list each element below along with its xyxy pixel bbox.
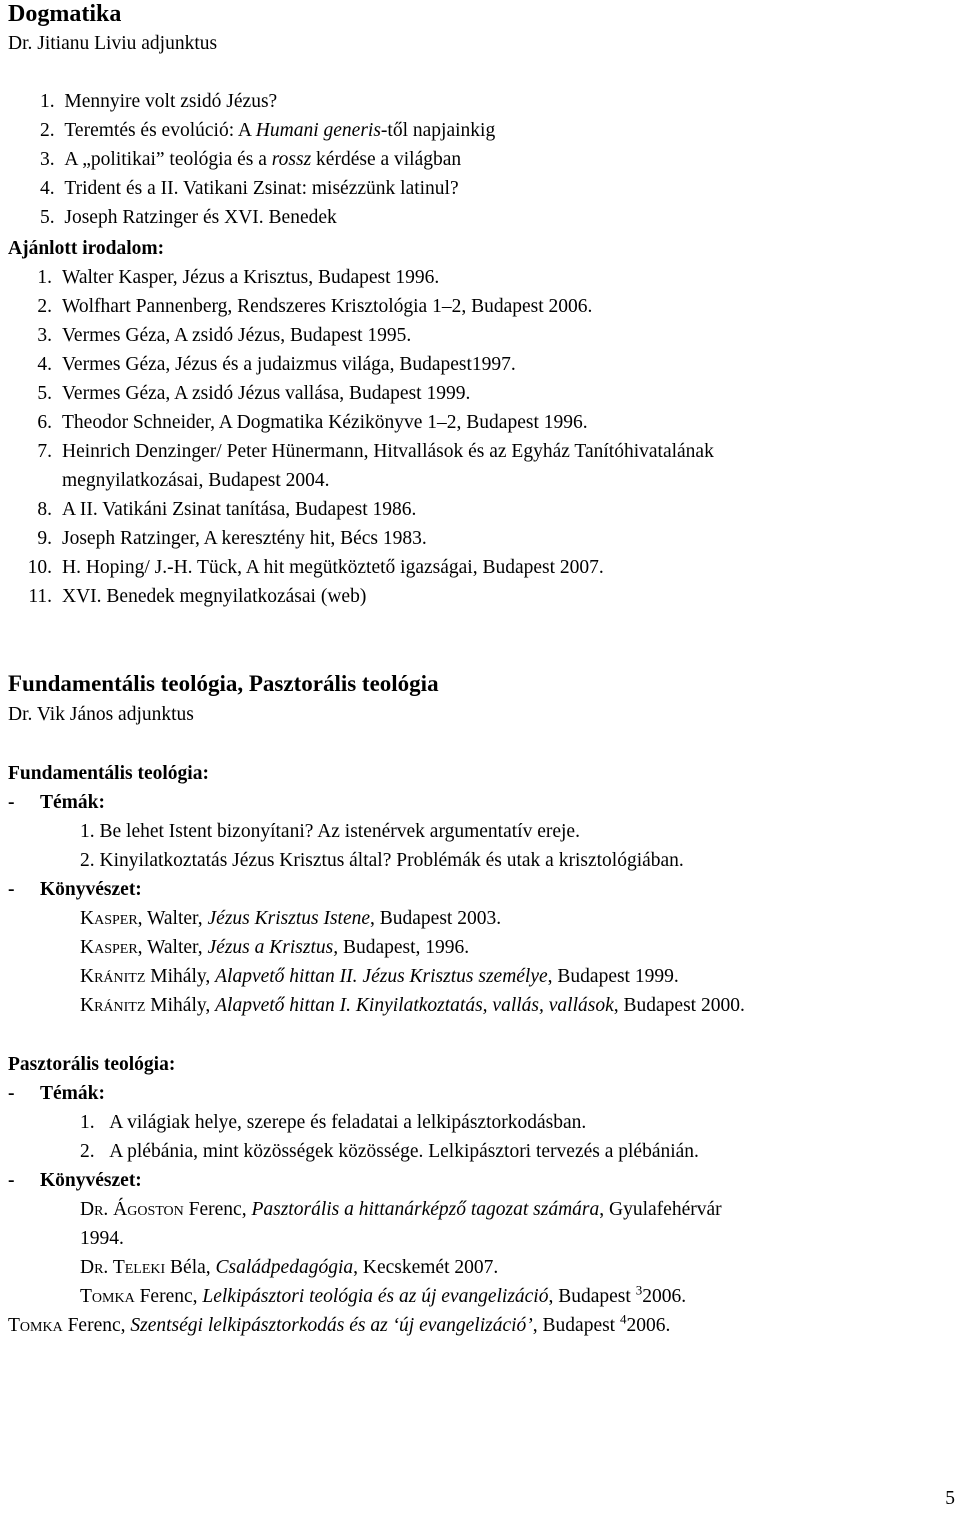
book-rest: , Walter, (137, 937, 208, 958)
fund-book-list (8, 904, 953, 1020)
reading-number: 11. (28, 586, 52, 607)
topic-number: 1. (40, 91, 55, 112)
topic-text-part: Trident és a II. Vatikani Zsinat: misézzünk latinul? (64, 178, 459, 199)
reading-number: 1. (37, 267, 52, 288)
book-title: Jézus a Krisztus, (207, 937, 339, 958)
book-rest: , Walter, (137, 908, 208, 929)
reading-item (8, 292, 953, 321)
topic-item (8, 145, 953, 174)
reading-text: Joseph Ratzinger, A keresztény hit, Bécs 1983. (62, 528, 427, 549)
fund-konyveszet-label: - Könyvészet: (8, 879, 142, 900)
section-title-fundamentalis: Fundamentális teológia, Pasztorális teológia (8, 671, 439, 696)
topic-text-part: kérdése a világban (311, 149, 462, 170)
reading-number: 8. (37, 499, 52, 520)
reading-text: Wolfhart Pannenberg, Rendszeres Krisztológia 1–2, Budapest 2006. (62, 296, 593, 317)
reading-item (8, 582, 953, 611)
past-konyveszet-label: - Könyvészet: (8, 1170, 142, 1191)
book-author: Kasper (80, 937, 138, 958)
past-book-1: Dr. Ágoston Ferenc, Pasztorális a hittanárképző tagozat számára, Gyulafehérvár (80, 1199, 722, 1220)
past-topic-item (8, 1108, 953, 1137)
reading-item (8, 524, 953, 553)
book-author: Kránitz (80, 995, 146, 1016)
past-topic-list (8, 1108, 953, 1166)
past-book-list (8, 1195, 953, 1340)
topic-number: 4. (40, 178, 55, 199)
reading-number: 2. (37, 296, 52, 317)
reading-number: 4. (37, 354, 52, 375)
past-topic-number: 1. (80, 1112, 95, 1133)
reading-item (8, 379, 953, 408)
fund-book-item (8, 991, 953, 1020)
reading-text: XVI. Benedek megnyilatkozásai (web) (62, 586, 367, 607)
topic-text-part: Joseph Ratzinger és XVI. Benedek (64, 207, 337, 228)
past-topic-text: A plébánia, mint közösségek közössége. Lelkipásztori tervezés a plébánián. (109, 1141, 699, 1162)
past-topic-item (8, 1137, 953, 1166)
topic-list (8, 87, 953, 232)
topic-number: 2. (40, 120, 55, 141)
reading-item-cont: megnyilatkozásai, Budapest 2004. (62, 470, 330, 491)
lecturer-dogmatika: Dr. Jitianu Liviu adjunktus (8, 33, 218, 54)
topic-text-part: Teremtés és evolúció: A (64, 120, 256, 141)
fund-topic-item: 2. Kinyilatkoztatás Jézus Krisztus által? Problémák és utak a krisztológiában. (80, 850, 684, 871)
book-rest: Mihály, (145, 995, 216, 1016)
reading-number: 5. (37, 383, 52, 404)
topic-item (8, 203, 953, 232)
past-topic-number: 2. (80, 1141, 95, 1162)
book-title: Alapvető hittan II. Jézus Krisztus személye (215, 966, 548, 987)
past-book-1-cont: 1994. (80, 1228, 124, 1249)
past-book-2: Dr. Teleki Béla, Családpedagógia, Kecskemét 2007. (80, 1257, 499, 1278)
reading-item (8, 437, 953, 466)
reading-item (8, 495, 953, 524)
book-rest: Mihály, (145, 966, 216, 987)
reading-item (8, 321, 953, 350)
document-page (8, 0, 953, 1340)
reading-item (8, 350, 953, 379)
reading-text: H. Hoping/ J.-H. Tück, A hit megütköztető igazságai, Budapest 2007. (62, 557, 604, 578)
topic-text-part: Humani generis (255, 120, 381, 141)
past-heading: Pasztorális teológia: (8, 1054, 176, 1075)
topic-text-part: A „politikai” teológia és a (64, 149, 272, 170)
book-author: Kasper (80, 908, 138, 929)
reading-text: Vermes Géza, Jézus és a judaizmus világa, Budapest1997. (62, 354, 516, 375)
book-tail: Budapest, 1996. (338, 937, 470, 958)
page-number: 5 (945, 1488, 955, 1509)
past-temak-label: - Témák: (8, 1083, 105, 1104)
fund-topic-list (8, 817, 953, 875)
past-book-3: Tomka Ferenc, Lelkipásztori teológia és az új evangelizáció, Budapest $^3$2006. (80, 1282, 687, 1307)
reading-number: 10. (27, 557, 52, 578)
reading-text: Walter Kasper, Jézus a Krisztus, Budapest 1996. (62, 267, 440, 288)
reading-item (8, 408, 953, 437)
book-tail: , Budapest 1999. (547, 966, 679, 987)
book-tail: , Budapest 2000. (613, 995, 745, 1016)
reading-text: A II. Vatikáni Zsinat tanítása, Budapest 1986. (62, 499, 417, 520)
past-book-4: Tomka Ferenc, Szentségi lelkipásztorkodás és az ‘új evangelizáció’, Budapest $^4$2006. (8, 1311, 671, 1336)
fund-topic-item: 1. Be lehet Istent bizonyítani? Az istenérvek argumentatív ereje. (80, 821, 580, 842)
topic-text-part: Mennyire volt zsidó Jézus? (64, 91, 278, 112)
reading-text: Heinrich Denzinger/ Peter Hünermann, Hitvallások és az Egyház Tanítóhivatalának (62, 441, 714, 462)
reading-text: Theodor Schneider, A Dogmatika Kézikönyve 1–2, Budapest 1996. (62, 412, 588, 433)
topic-item (8, 87, 953, 116)
topic-item (8, 116, 953, 145)
past-topic-text: A világiak helye, szerepe és feladatai a lelkipásztorkodásban. (109, 1112, 587, 1133)
reading-number: 7. (37, 441, 52, 462)
lecturer-fundamentalis: Dr. Vik János adjunktus (8, 704, 194, 725)
topic-text-part: -től napjainkig (380, 120, 496, 141)
topic-number: 5. (40, 207, 55, 228)
fund-book-item (8, 904, 953, 933)
reading-text: Vermes Géza, A zsidó Jézus, Budapest 1995. (62, 325, 412, 346)
book-title: Jézus Krisztus Istene (207, 908, 371, 929)
reading-item (8, 263, 953, 292)
book-tail: , Budapest 2003. (370, 908, 502, 929)
topic-item (8, 174, 953, 203)
topic-text-part: rossz (271, 149, 312, 170)
reading-heading: Ajánlott irodalom: (8, 238, 165, 259)
reading-text: Vermes Géza, A zsidó Jézus vallása, Budapest 1999. (62, 383, 471, 404)
fund-book-item (8, 933, 953, 962)
reading-number: 6. (37, 412, 52, 433)
fund-temak-label: - Témák: (8, 792, 105, 813)
fund-book-item (8, 962, 953, 991)
reading-number: 9. (37, 528, 52, 549)
book-author: Kránitz (80, 966, 146, 987)
reading-item (8, 553, 953, 582)
book-title: Alapvető hittan I. Kinyilatkoztatás, vallás, vallások (215, 995, 614, 1016)
reading-number: 3. (37, 325, 52, 346)
reading-list (8, 263, 953, 611)
section-title-dogmatika: Dogmatika (8, 1, 122, 27)
fund-heading: Fundamentális teológia: (8, 763, 209, 784)
topic-number: 3. (40, 149, 55, 170)
